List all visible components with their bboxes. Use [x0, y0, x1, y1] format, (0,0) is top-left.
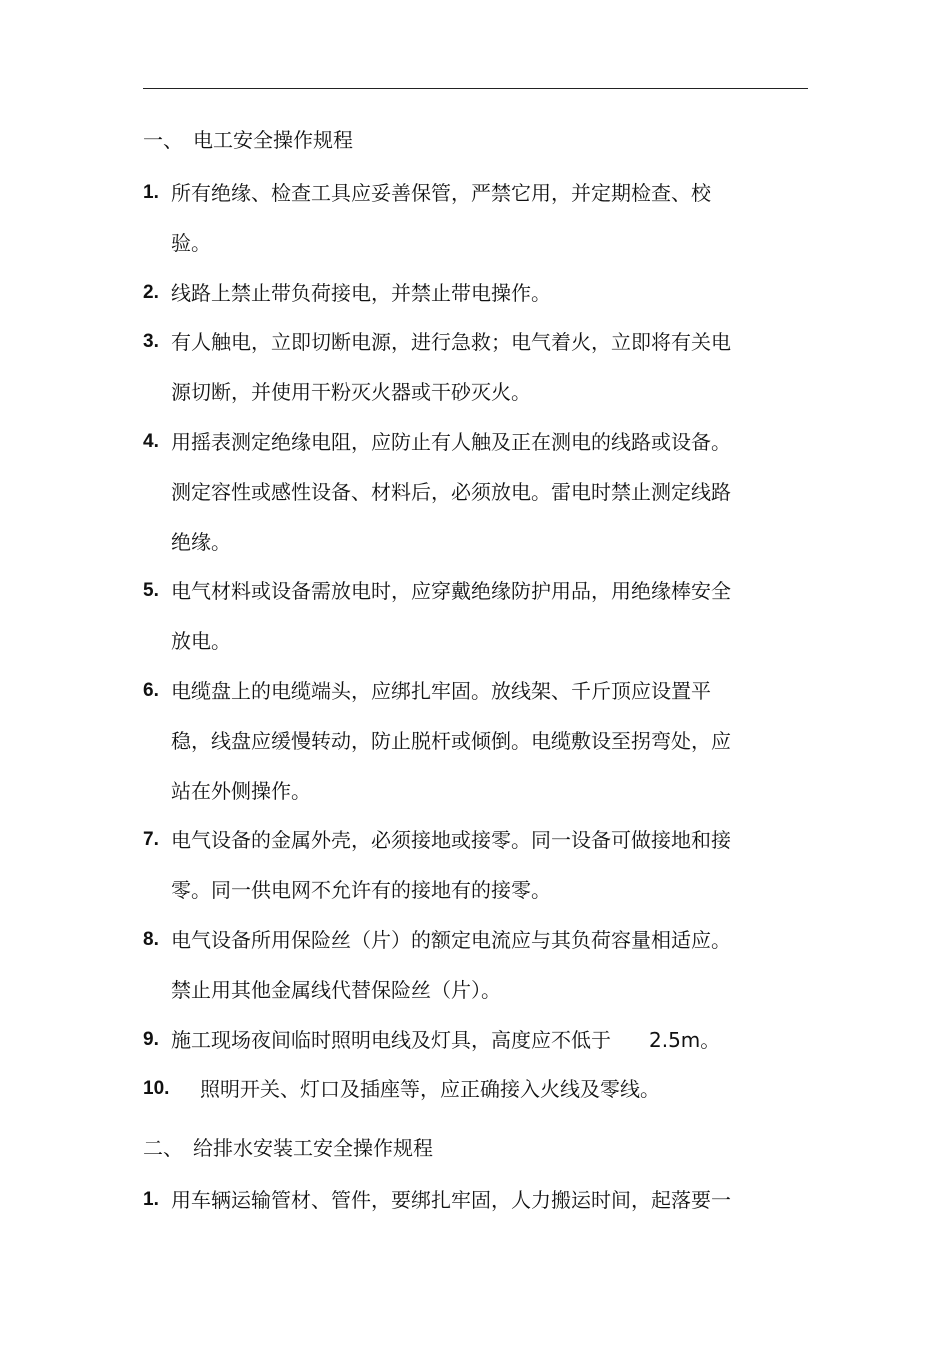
list-item	[143, 1175, 783, 1225]
item-number: 7.	[143, 829, 159, 850]
list-item	[143, 1064, 783, 1114]
section-title: 给排水安装工安全操作规程	[193, 1136, 433, 1160]
list-item	[143, 1015, 783, 1065]
section-number: 二、	[143, 1136, 183, 1160]
item-number: 6.	[143, 680, 159, 701]
item-text: 线路上禁止带负荷接电，并禁止带电操作。	[171, 281, 551, 305]
header-rule	[143, 88, 808, 89]
item-text: 电气材料或设备需放电时，应穿戴绝缘防护用品，用绝缘棒安全 放电。	[171, 579, 731, 653]
section-heading-2	[143, 1135, 433, 1161]
item-text: 用摇表测定绝缘电阻，应防止有人触及正在测电的线路或设备。 测定容性或感性设备、材料后，必须放电。雷电时禁止测定线路 绝缘。	[171, 430, 731, 554]
list-item	[143, 666, 783, 816]
section-number: 一、	[143, 128, 183, 152]
item-text: 用车辆运输管材、管件，要绑扎牢固，人力搬运时间，起落要一	[171, 1188, 731, 1212]
item-text-part: 施工现场夜间临时照明电线及灯具，高度应不低于	[171, 1028, 611, 1052]
item-number: 5.	[143, 580, 159, 601]
list-item	[143, 815, 783, 915]
list-item	[143, 417, 783, 567]
item-number: 2.	[143, 282, 159, 303]
item-text: 电气设备的金属外壳，必须接地或接零。同一设备可做接地和接 零。同一供电网不允许有的接地有的接零。	[171, 828, 731, 902]
item-text	[171, 1015, 771, 1065]
list-item	[143, 268, 783, 318]
section-heading-1	[143, 127, 353, 153]
item-text: 所有绝缘、检查工具应妥善保管，严禁它用，并定期检查、校 验。	[171, 181, 711, 255]
list-item	[143, 915, 783, 1015]
item-number: 1.	[143, 182, 159, 203]
item-number: 4.	[143, 431, 159, 452]
item-number: 10.	[143, 1078, 170, 1099]
list-item	[143, 317, 783, 417]
item-number: 9.	[143, 1029, 159, 1050]
list-item	[143, 168, 783, 268]
list-item	[143, 566, 783, 666]
item-number: 1.	[143, 1189, 159, 1210]
item-text: 有人触电，立即切断电源，进行急救；电气着火，立即将有关电 源切断，并使用干粉灭火器或干砂灭火。	[171, 330, 731, 404]
item-number: 3.	[143, 331, 159, 352]
section-title: 电工安全操作规程	[193, 128, 353, 152]
item-text-value: 2.5m。	[649, 1028, 721, 1052]
item-number: 8.	[143, 929, 159, 950]
item-text: 电缆盘上的电缆端头，应绑扎牢固。放线架、千斤顶应设置平 稳，线盘应缓慢转动，防止脱杆或倾倒。电缆敷设至拐弯处，应 站在外侧操作。	[171, 679, 731, 803]
item-text: 照明开关、灯口及插座等，应正确接入火线及零线。	[200, 1077, 660, 1101]
item-text: 电气设备所用保险丝（片）的额定电流应与其负荷容量相适应。 禁止用其他金属线代替保险丝（片）。	[171, 928, 731, 1002]
